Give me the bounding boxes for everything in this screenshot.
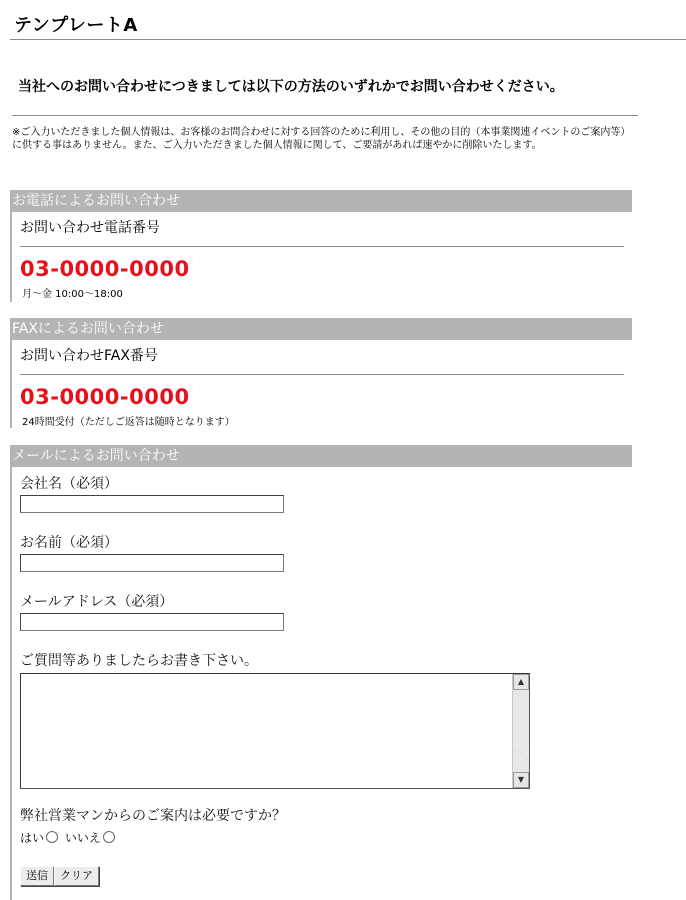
question-field-group xyxy=(20,650,530,789)
yes-radio[interactable] xyxy=(46,831,58,843)
question-textarea[interactable] xyxy=(20,673,530,789)
privacy-note: ※ご入力いただきました個人情報は、お客様のお問合わせに対する回答のために利用し、その他の目的（本事業関連イベントのご案内等）に供する事はありません。また、ご入力いただきました個人情報に関して、ご要請があれば速やかに削除いたします。 xyxy=(12,127,631,151)
fax-section xyxy=(10,318,632,428)
textarea-scrollbar[interactable] xyxy=(512,674,529,788)
sales-question-label: 弊社営業マンからのご案内は必要ですか？ xyxy=(20,808,286,824)
scroll-down-icon[interactable]: ▼ xyxy=(513,772,529,788)
clear-button[interactable]: クリア xyxy=(54,866,99,886)
phone-section-header: お電話によるお問い合わせ xyxy=(10,190,632,212)
name-label: お名前（必須） xyxy=(20,535,118,551)
form-buttons xyxy=(20,864,99,886)
fax-number: 03-0000-0000 xyxy=(20,385,190,409)
intro-heading: 当社へのお問い合わせにつきましては以下の方法のいずれかでお問い合わせください。 xyxy=(18,79,564,95)
email-field-group xyxy=(20,591,284,631)
fax-section-header: FAXによるお問い合わせ xyxy=(10,318,632,340)
company-label: 会社名（必須） xyxy=(20,476,118,492)
phone-hours: 月～金 10:00～18:00 xyxy=(22,289,123,300)
intro-divider xyxy=(12,115,638,116)
scroll-up-icon[interactable]: ▲ xyxy=(513,674,529,690)
question-label: ご質問等ありましたらお書き下さい。 xyxy=(20,653,258,669)
phone-divider xyxy=(20,246,624,247)
fax-number-label: お問い合わせFAX番号 xyxy=(20,348,158,364)
name-field-group xyxy=(20,532,284,572)
no-label: いいえ xyxy=(64,831,101,845)
no-radio[interactable] xyxy=(103,831,115,843)
fax-hours: 24時間受付（ただしご返答は随時となります） xyxy=(22,417,235,428)
sales-radio-row xyxy=(20,829,286,846)
fax-divider xyxy=(20,374,624,375)
mail-section-header: メールによるお問い合わせ xyxy=(10,445,632,467)
phone-number-label: お問い合わせ電話番号 xyxy=(20,220,160,236)
sales-question-group xyxy=(20,805,286,846)
yes-label: はい xyxy=(20,831,45,845)
page-title: テンプレートA xyxy=(14,15,138,36)
title-divider xyxy=(10,39,686,40)
company-input[interactable] xyxy=(20,495,284,513)
company-field-group xyxy=(20,473,284,513)
email-label: メールアドレス（必須） xyxy=(20,594,174,610)
mail-section xyxy=(10,445,632,900)
name-input[interactable] xyxy=(20,554,284,572)
email-input[interactable] xyxy=(20,613,284,631)
submit-button[interactable]: 送信 xyxy=(20,866,54,886)
phone-number: 03-0000-0000 xyxy=(20,257,190,281)
phone-section xyxy=(10,190,632,302)
